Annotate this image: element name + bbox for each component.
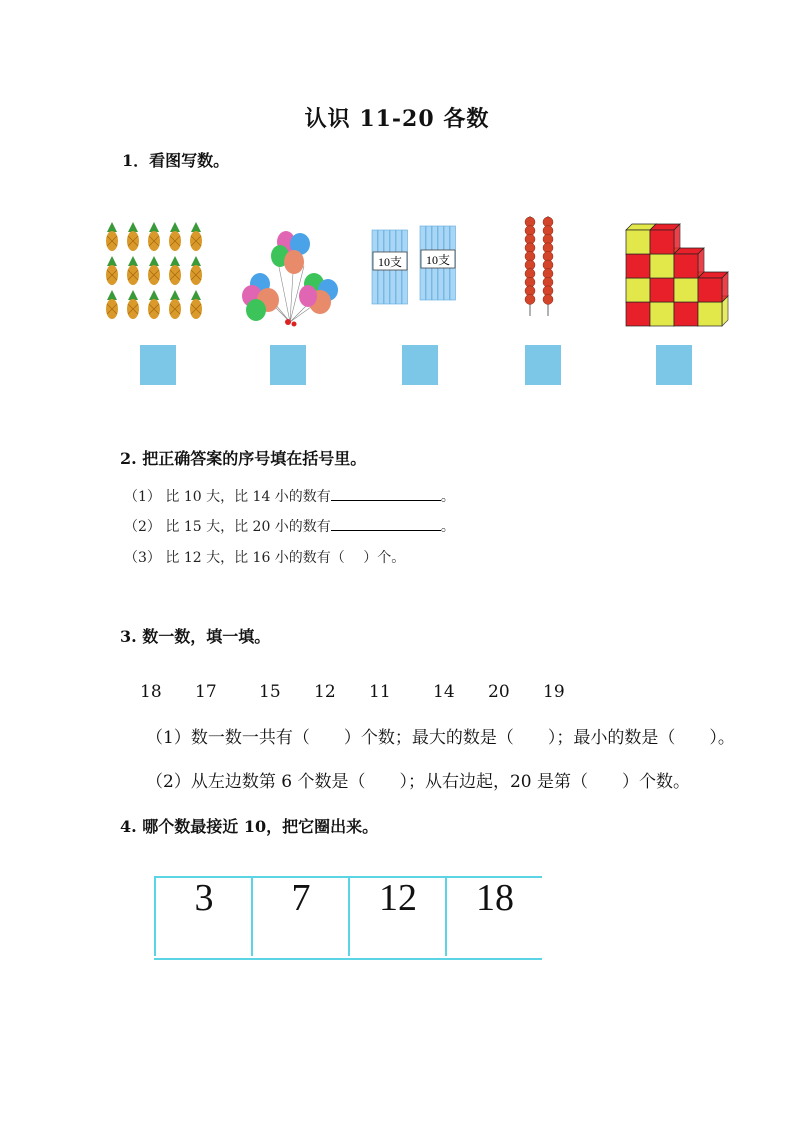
- cube-icon: [698, 272, 728, 302]
- q2-item-2-text: 比 15 大，比 20 小的数有: [165, 519, 331, 535]
- haw-icon: [525, 294, 535, 304]
- candied-haws-image: [516, 214, 562, 318]
- q2-item-1-text: 比 10 大，比 14 小的数有: [165, 489, 331, 505]
- pencil-label-2: 10支: [425, 253, 451, 267]
- sequence-number: 15: [259, 682, 281, 702]
- q2-item-1: [124, 486, 455, 506]
- pencil-label-1: 10支: [377, 255, 403, 269]
- option-cell-3[interactable]: [348, 876, 446, 956]
- sequence-number: 19: [543, 682, 565, 702]
- answer-box-2[interactable]: [270, 345, 306, 385]
- balloons-image: [234, 222, 346, 330]
- page-title: 认识 11-20 各数: [304, 106, 490, 132]
- option-18[interactable]: 18: [476, 877, 514, 919]
- q2-item-1-blank[interactable]: [331, 486, 441, 501]
- pencil-bundles-image: [370, 222, 460, 306]
- cube-icon: [650, 224, 680, 254]
- sequence-number: 17: [195, 682, 217, 702]
- pineapple-icon: [169, 256, 181, 285]
- option-7[interactable]: 7: [291, 877, 311, 919]
- q2-item-2: [124, 516, 455, 536]
- pineapple-icon: [190, 290, 202, 319]
- pineapple-icon: [190, 222, 202, 251]
- pineapple-icon: [148, 256, 160, 285]
- haw-icon: [543, 294, 553, 304]
- answer-box-3[interactable]: [402, 345, 438, 385]
- q2-item-2-blank[interactable]: [331, 516, 441, 531]
- sequence-number: 20: [488, 682, 510, 702]
- question-3-heading: 3. 数一数，填一填。: [120, 627, 271, 646]
- sequence-number: 11: [369, 682, 391, 702]
- option-cell-4[interactable]: [445, 876, 543, 956]
- q2-item-3-text: 比 12 大，比 16 小的数有（ ）个。: [165, 550, 406, 566]
- option-cell-2[interactable]: [251, 876, 349, 956]
- option-3[interactable]: 3: [194, 877, 214, 919]
- pineapple-icon: [127, 222, 139, 251]
- pineapple-icon: [106, 256, 118, 285]
- pineapple-icon: [190, 256, 202, 285]
- pineapple-icon: [106, 222, 118, 251]
- answer-box-5[interactable]: [656, 345, 692, 385]
- option-cell-1[interactable]: [154, 876, 252, 956]
- q2-item-3: [124, 547, 405, 567]
- pineapple-icon: [169, 222, 181, 251]
- option-12[interactable]: 12: [379, 877, 417, 919]
- q2-item-2-number: （2）: [124, 519, 161, 535]
- answer-box-1[interactable]: [140, 345, 176, 385]
- q2-item-1-end: 。: [440, 489, 455, 505]
- pineapple-icon: [169, 290, 181, 319]
- cubes-image: [624, 212, 732, 330]
- sequence-number: 18: [140, 682, 162, 702]
- q2-item-3-number: （3）: [124, 550, 161, 566]
- question-2-heading: 2. 把正确答案的序号填在括号里。: [120, 449, 367, 468]
- pineapple-icon: [127, 290, 139, 319]
- q2-item-1-number: （1）: [124, 489, 161, 505]
- pineapple-icon: [148, 222, 160, 251]
- answer-box-4[interactable]: [525, 345, 561, 385]
- pineapples-image: [102, 222, 210, 324]
- cube-icon: [674, 248, 704, 278]
- pineapple-icon: [148, 290, 160, 319]
- question-4-heading: 4. 哪个数最接近 10，把它圈出来。: [120, 817, 379, 836]
- q3-line-2: （2）从左边数第 6 个数是（ ）；从右边起，20 是第（ ）个数。: [146, 772, 690, 792]
- pineapple-icon: [127, 256, 139, 285]
- sequence-number: 12: [314, 682, 336, 702]
- q3-line-1: （1）数一数一共有（ ）个数；最大的数是（ ）；最小的数是（ ）。: [146, 728, 735, 748]
- pineapple-icon: [106, 290, 118, 319]
- q2-item-2-end: 。: [440, 519, 455, 535]
- sequence-number: 14: [433, 682, 455, 702]
- question-1-heading: 1．看图写数。: [122, 151, 230, 170]
